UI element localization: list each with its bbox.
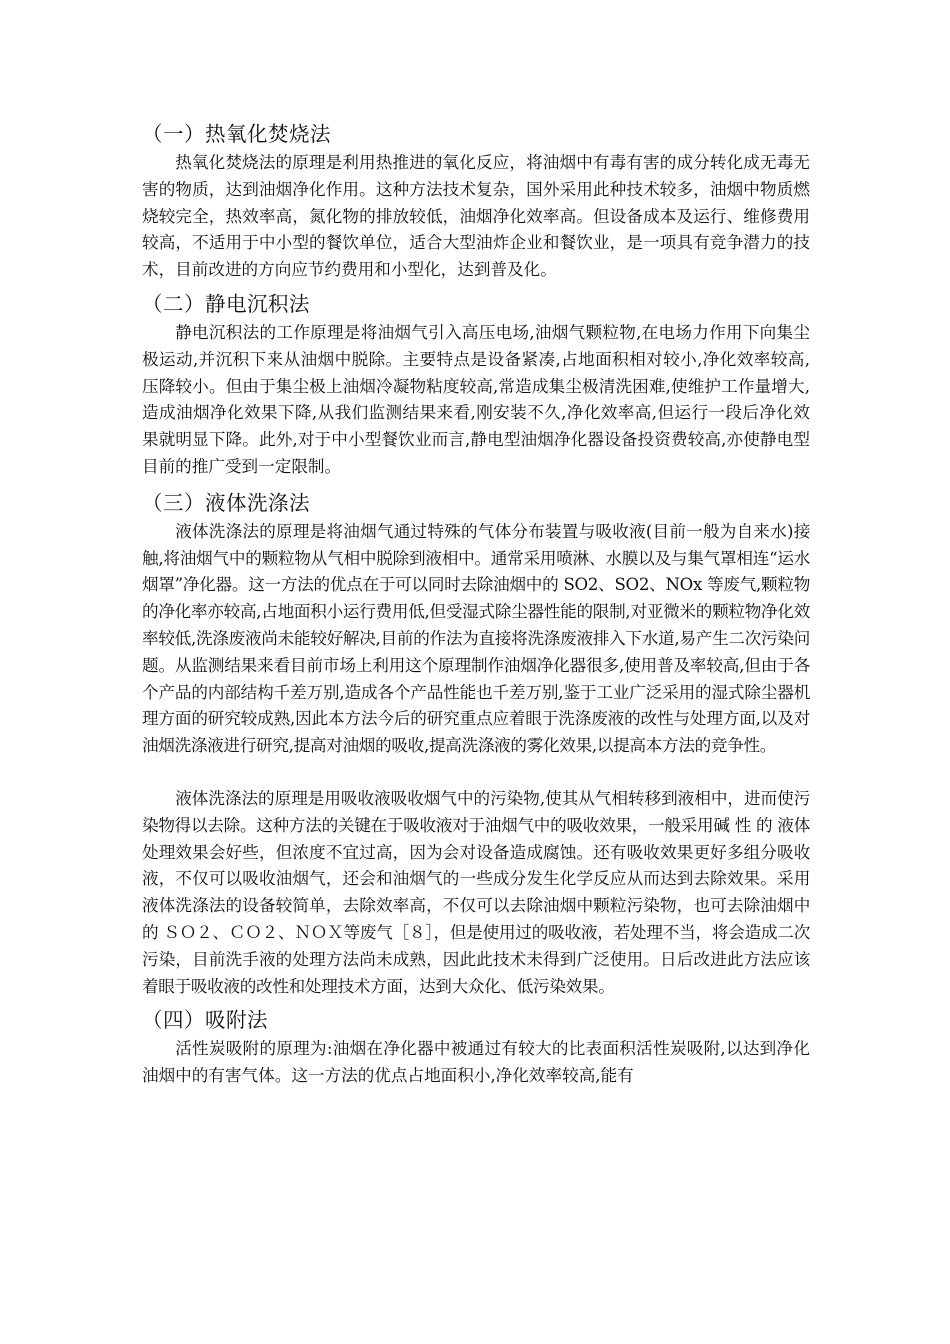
paragraph-liquid-washing-1: 液体洗涤法的原理是将油烟气通过特殊的气体分布装置与吸收液(目前一般为自来水)接触,将油烟气中的颗粒物从气相中脱除到液相中。通常采用喷淋、水膜以及与集气罩相连“运水烟罩”净化器。这一方法的优点在于可以同时去除油烟中的 SO2、SO2、NOx 等废气,颗粒物的净化率亦较高,占地面积小运行费用低,但受湿式除尘器性能的限制,对亚微米的颗粒物净化效率较低,洗涤废液尚未能较好解决,目前的作法为直接将洗涤废液排入下水道,易产生二次污染问题。从监测结果来看目前市场上利用这个原理制作油烟净化器很多,使用普及率较高,但由于各个产品的内部结构千差万别,造成各个产品性能也千差万别,鉴于工业广泛采用的湿式除尘器机理方面的研究较成熟,因此本方法今后的研究重点应着眼于洗涤废液的改性与处理方面,以及对油烟洗涤液进行研究,提高对油烟的吸收,提高洗涤液的雾化效果,以提高本方法的竞争性。	[142, 521, 810, 756]
paragraph-electrostatic: 静电沉积法的工作原理是将油烟气引入高压电场,油烟气颗粒物,在电场力作用下向集尘极运动,并沉积下来从油烟中脱除。主要特点是设备紧凑,占地面积相对较小,净化效率较高,压降较小。但由于集尘极上油烟冷凝物粘度较高,常造成集尘极清洗困难,使维护工作量增大,造成油烟净化效果下降,从我们监测结果来看,刚安装不久,净化效率高,但运行一段后净化效果就明显下降。此外,对于中小型餐饮业而言,静电型油烟净化器设备投资费较高,亦使静电型目前的推广受到一定限制。	[142, 322, 810, 476]
section-heading-thermal-oxidation: （一）热氧化焚烧法	[142, 122, 331, 146]
paragraph-adsorption: 活性炭吸附的原理为:油烟在净化器中被通过有较大的比表面积活性炭吸附,以达到净化油烟中的有害气体。这一方法的优点占地面积小,净化效率较高,能有	[142, 1039, 810, 1086]
section-heading-electrostatic: （二）静电沉积法	[142, 291, 310, 316]
paragraph-liquid-washing-2: 液体洗涤法的原理是用吸收液吸收烟气中的污染物,使其从气相转移到液相中，进而使污染物得以去除。这种方法的关键在于吸收液对于油烟气中的吸收效果，一般采用碱 性 的 液体处理效果会好些，但浓度不宜过高，因为会对设备造成腐蚀。还有吸收效果更好多组分吸收液，不仅可以吸收油烟气，还会和油烟气的一些成分发生化学反应从而达到去除效果。采用液体洗涤法的设备较简单，去除效率高，不仅可以去除油烟中颗粒污染物，也可去除油烟中的 ＳＯ２、ＣＯ２、ＮＯＸ等废气［８］，但是使用过的吸收液，若处理不当，将会造成二次污染，目前洗手液的处理方法尚未成熟，因此此技术未得到广泛使用。日后改进此方法应该着眼于吸收液的改性和处理技术方面，达到大众化、低污染效果。	[142, 788, 810, 996]
section-heading-liquid-washing: （三）液体洗涤法	[142, 490, 310, 515]
section-heading-adsorption: （四）吸附法	[142, 1008, 268, 1033]
paragraph-thermal-oxidation: 热氧化焚烧法的原理是利用热推进的氧化反应，将油烟中有毒有害的成分转化成无毒无害的物质，达到油烟净化作用。这种方法技术复杂，国外采用此种技术较多，油烟中物质燃烧较完全，热效率高，氮化物的排放较低，油烟净化效率高。但设备成本及运行、维修费用较高，不适用于中小型的餐饮单位，适合大型油炸企业和餐饮业，是一项具有竞争潜力的技术，目前改进的方向应节约费用和小型化，达到普及化。	[142, 153, 810, 280]
document-body	[142, 118, 810, 1090]
